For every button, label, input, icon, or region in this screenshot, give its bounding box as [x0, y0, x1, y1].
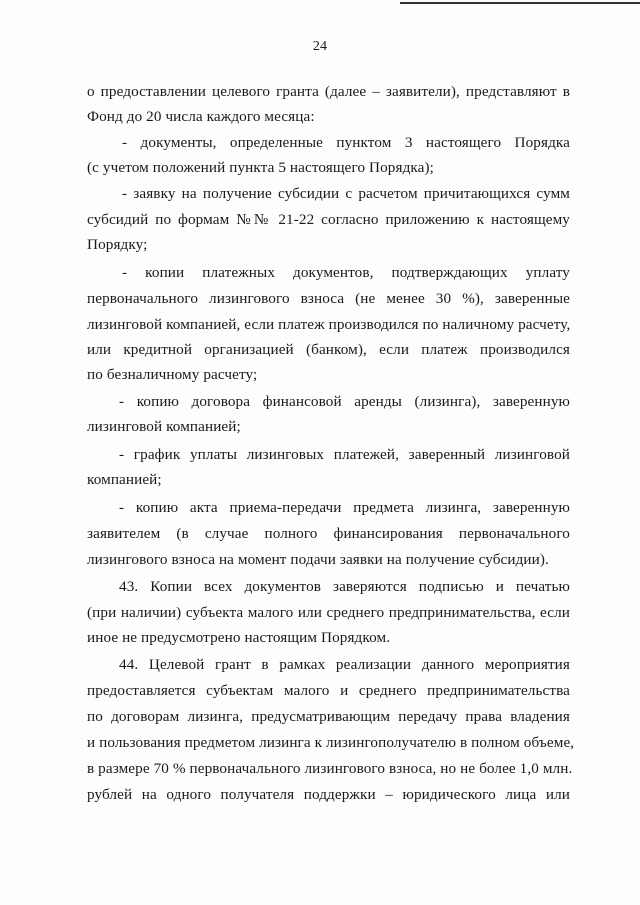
- text-line: иное не предусмотрено настоящим Порядком.: [87, 629, 391, 646]
- list-item-line: - документы, определенные пунктом 3 настоящего Порядка: [122, 134, 570, 151]
- text-line: (с учетом положений пункта 5 настоящего Порядка);: [87, 159, 434, 176]
- text-line: предоставляется субъектам малого и среднего предпринимательства: [87, 682, 570, 699]
- text-line: рублей на одного получателя поддержки – юридического лица или: [87, 786, 570, 803]
- text-line: (при наличии) субъекта малого или среднего предпринимательства, если: [87, 604, 570, 621]
- scan-edge-line: [400, 2, 640, 4]
- list-item-line: - заявку на получение субсидии с расчетом причитающихся сумм: [122, 185, 570, 202]
- text-line: о предоставлении целевого гранта (далее – заявители), представляют в: [87, 83, 570, 100]
- paragraph-start-line: 43. Копии всех документов заверяются подписью и печатью: [119, 578, 570, 595]
- text-line: по безналичному расчету;: [87, 366, 258, 383]
- text-line: лизингового взноса на момент подачи заявки на получение субсидии).: [87, 551, 549, 568]
- list-item-line: - копии платежных документов, подтверждающих уплату: [122, 264, 570, 281]
- page-number: 24: [312, 39, 328, 54]
- text-line: компанией;: [87, 471, 162, 488]
- text-line: Порядку;: [87, 236, 148, 253]
- text-line: в размере 70 % первоначального лизингового взноса, но не более 1,0 млн.: [87, 760, 573, 777]
- list-item-line: - график уплаты лизинговых платежей, заверенный лизинговой: [119, 446, 570, 463]
- text-line: по договорам лизинга, предусматривающим передачу права владения: [87, 708, 570, 725]
- list-item-line: - копию договора финансовой аренды (лизинга), заверенную: [119, 393, 570, 410]
- list-item-line: - копию акта приема-передачи предмета лизинга, заверенную: [119, 499, 570, 516]
- text-line: субсидий по формам №№ 21-22 согласно приложению к настоящему: [87, 211, 570, 228]
- text-line: Фонд до 20 числа каждого месяца:: [87, 108, 315, 125]
- text-line: первоначального лизингового взноса (не менее 30 %), заверенные: [87, 290, 570, 307]
- paragraph-start-line: 44. Целевой грант в рамках реализации данного мероприятия: [119, 656, 570, 673]
- text-line: лизинговой компанией, если платеж производился по наличному расчету,: [87, 316, 571, 333]
- text-line: или кредитной организацией (банком), если платеж производился: [87, 341, 570, 358]
- text-line: лизинговой компанией;: [87, 418, 241, 435]
- text-line: и пользования предметом лизинга к лизингополучателю в полном объеме,: [87, 734, 575, 751]
- text-line: заявителем (в случае полного финансирования первоначального: [87, 525, 570, 542]
